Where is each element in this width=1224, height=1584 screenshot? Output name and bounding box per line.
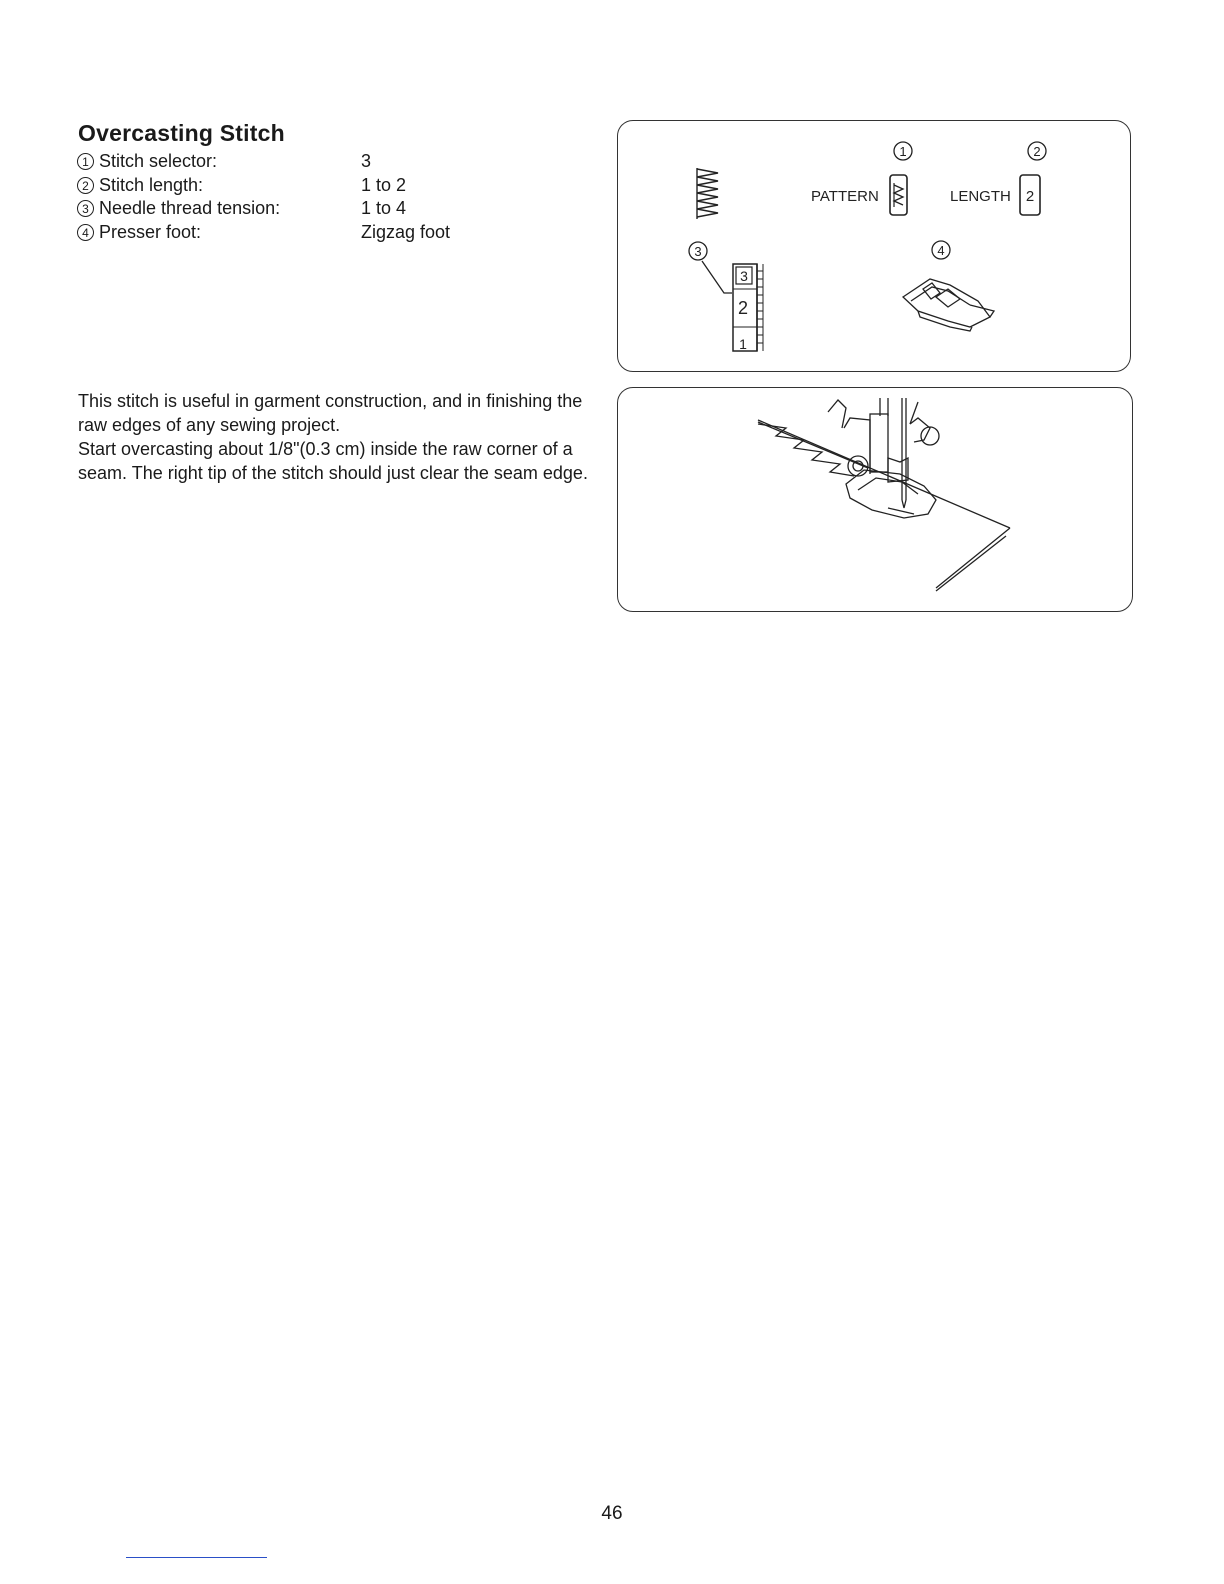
setting-label: Needle thread tension: — [99, 198, 281, 218]
description-paragraph: Start overcasting about 1/8"(0.3 cm) inside the raw corner of a seam. The right tip of the stitch should just clear the seam edge. — [78, 439, 588, 483]
setting-presser-foot — [77, 221, 450, 245]
tension-dial — [733, 264, 763, 352]
description-paragraph: This stitch is useful in garment construction, and in finishing the raw edges of any sewing project. — [78, 391, 583, 435]
pattern-window — [890, 175, 907, 215]
setting-number-badge: 4 — [77, 224, 94, 241]
setting-number-badge: 1 — [77, 153, 94, 170]
sewing-figure — [617, 387, 1133, 612]
svg-text:1: 1 — [899, 144, 907, 159]
svg-text:2: 2 — [1025, 188, 1035, 205]
overcasting-sewing-illustration — [618, 388, 1134, 613]
settings-figure-drawing — [618, 121, 1132, 373]
callout-2 — [1028, 142, 1046, 160]
overcast-stitch-line — [758, 424, 854, 476]
setting-value: 3 — [361, 151, 372, 171]
tension-dial-number: 2 — [737, 298, 749, 318]
page-title: Overcasting Stitch — [78, 120, 285, 146]
setting-value: Zigzag foot — [361, 221, 451, 242]
svg-text:3: 3 — [694, 244, 702, 259]
setting-label: Presser foot: — [99, 221, 202, 242]
setting-label: Stitch selector: — [99, 151, 218, 171]
callout-3 — [689, 242, 732, 293]
zigzag-presser-foot-icon — [903, 279, 994, 331]
setting-value: 1 to 2 — [361, 174, 407, 195]
pattern-label: PATTERN — [811, 188, 879, 205]
callout-4 — [932, 241, 950, 259]
setting-number-badge: 3 — [77, 200, 94, 217]
svg-text:2: 2 — [1033, 144, 1041, 159]
setting-stitch-selector — [77, 150, 450, 174]
overcasting-stitch-icon — [697, 168, 718, 219]
settings-figure — [617, 120, 1131, 372]
pattern-stitch-icon — [894, 185, 903, 205]
setting-value: 1 to 4 — [361, 198, 407, 218]
tension-dial-number: 1 — [739, 336, 747, 352]
callout-1 — [894, 142, 912, 160]
tension-dial-number: 3 — [740, 268, 748, 284]
setting-needle-thread-tension — [77, 197, 450, 221]
svg-text:4: 4 — [937, 243, 945, 258]
description — [78, 389, 608, 485]
fabric-edge-line — [758, 420, 1010, 528]
footer-rule — [126, 1557, 267, 1558]
settings-list — [77, 150, 450, 244]
page-number: 46 — [601, 1503, 623, 1524]
setting-label: Stitch length: — [99, 174, 204, 195]
setting-number-badge: 2 — [77, 177, 94, 194]
fabric-edge-line — [936, 528, 1010, 588]
needle-clamp-screw — [921, 427, 939, 445]
length-window — [1020, 175, 1040, 215]
setting-stitch-length — [77, 174, 450, 198]
length-label: LENGTH — [950, 188, 1011, 205]
